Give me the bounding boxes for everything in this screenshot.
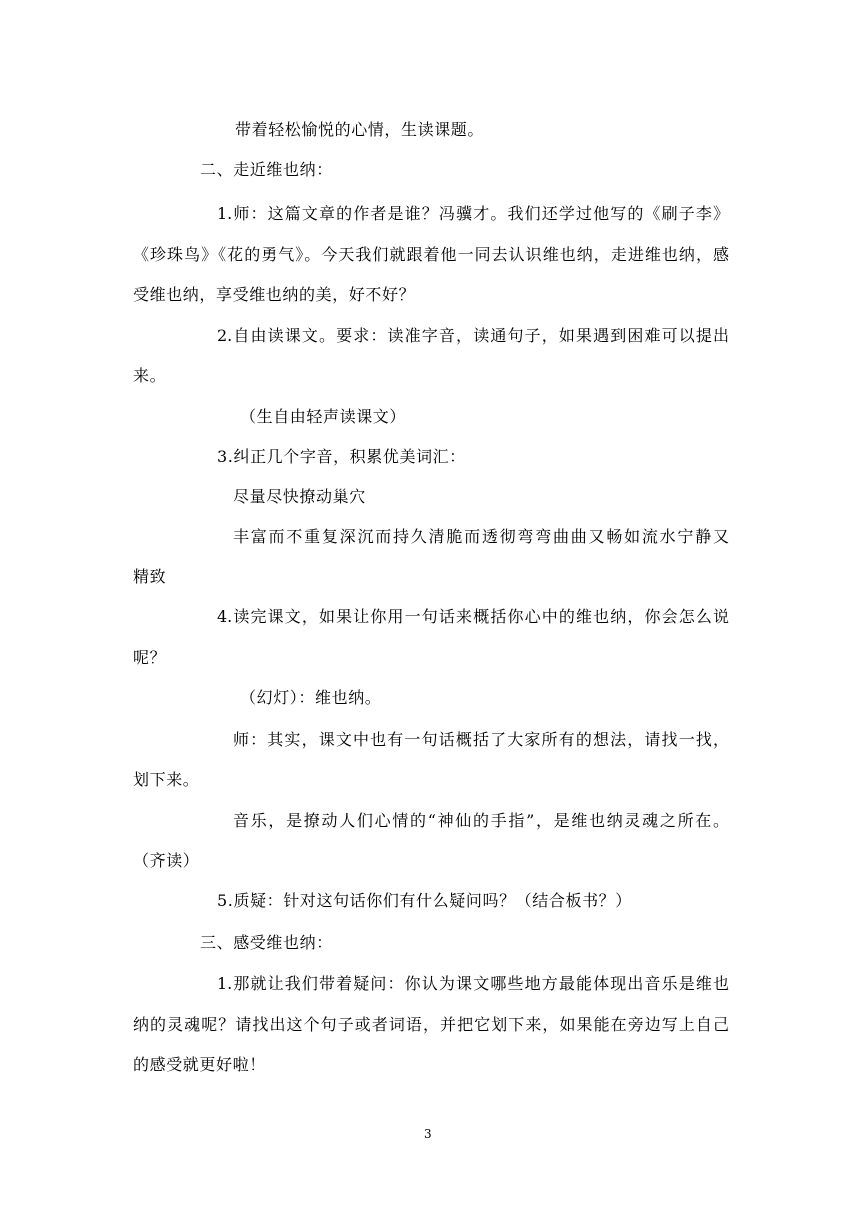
text-line: 《珍珠鸟》《花的勇气》。今天我们就跟着他一同去认识维也纳，走进维也纳，感 xyxy=(133,245,729,264)
text-line: （幻灯）：维也纳。 xyxy=(240,688,382,707)
text-line: 纳的灵魂呢？请找出这个句子或者词语，并把它划下来，如果能在旁边写上自己 xyxy=(133,1015,729,1034)
text-line: 3.纠正几个字音，积累优美词汇： xyxy=(217,447,466,466)
text-line: 尽量尽快撩动巢穴 xyxy=(233,487,366,506)
text-line: 音乐，是撩动人们心情的“神仙的手指”，是维也纳灵魂之所在。 xyxy=(233,811,729,830)
text-line: 呢？ xyxy=(133,648,167,667)
text-line: 划下来。 xyxy=(133,770,200,789)
text-line: 2.自由读课文。要求：读准字音，读通句子，如果遇到困难可以提出 xyxy=(217,326,729,345)
text-line: 的感受就更好啦！ xyxy=(133,1055,266,1074)
section-heading: 二、走近维也纳： xyxy=(200,160,333,179)
text-line: 精致 xyxy=(133,567,167,586)
text-line: 1.师：这篇文章的作者是谁？冯骥才。我们还学过他写的《刷子李》 xyxy=(217,204,729,223)
text-line: 来。 xyxy=(133,366,167,385)
section-heading: 三、感受维也纳： xyxy=(200,933,333,952)
text-line: 师：其实，课文中也有一句话概括了大家所有的想法，请找一找， xyxy=(233,730,729,749)
page-number: 3 xyxy=(424,1127,432,1141)
text-line: 丰富而不重复深沉而持久清脆而透彻弯弯曲曲又畅如流水宁静又 xyxy=(233,527,729,546)
text-line: 带着轻松愉悦的心情，生读课题。 xyxy=(235,120,485,139)
text-line: 1.那就让我们带着疑问：你认为课文哪些地方最能体现出音乐是维也 xyxy=(217,974,729,993)
text-line: （齐读） xyxy=(133,851,200,870)
text-line: 5.质疑：针对这句话你们有什么疑问吗？（结合板书？） xyxy=(217,891,632,910)
text-line: 4.读完课文，如果让你用一句话来概括你心中的维也纳，你会怎么说 xyxy=(217,607,729,626)
text-line: 受维也纳，享受维也纳的美，好不好？ xyxy=(133,285,416,304)
text-line: （生自由轻声读课文） xyxy=(240,407,407,426)
